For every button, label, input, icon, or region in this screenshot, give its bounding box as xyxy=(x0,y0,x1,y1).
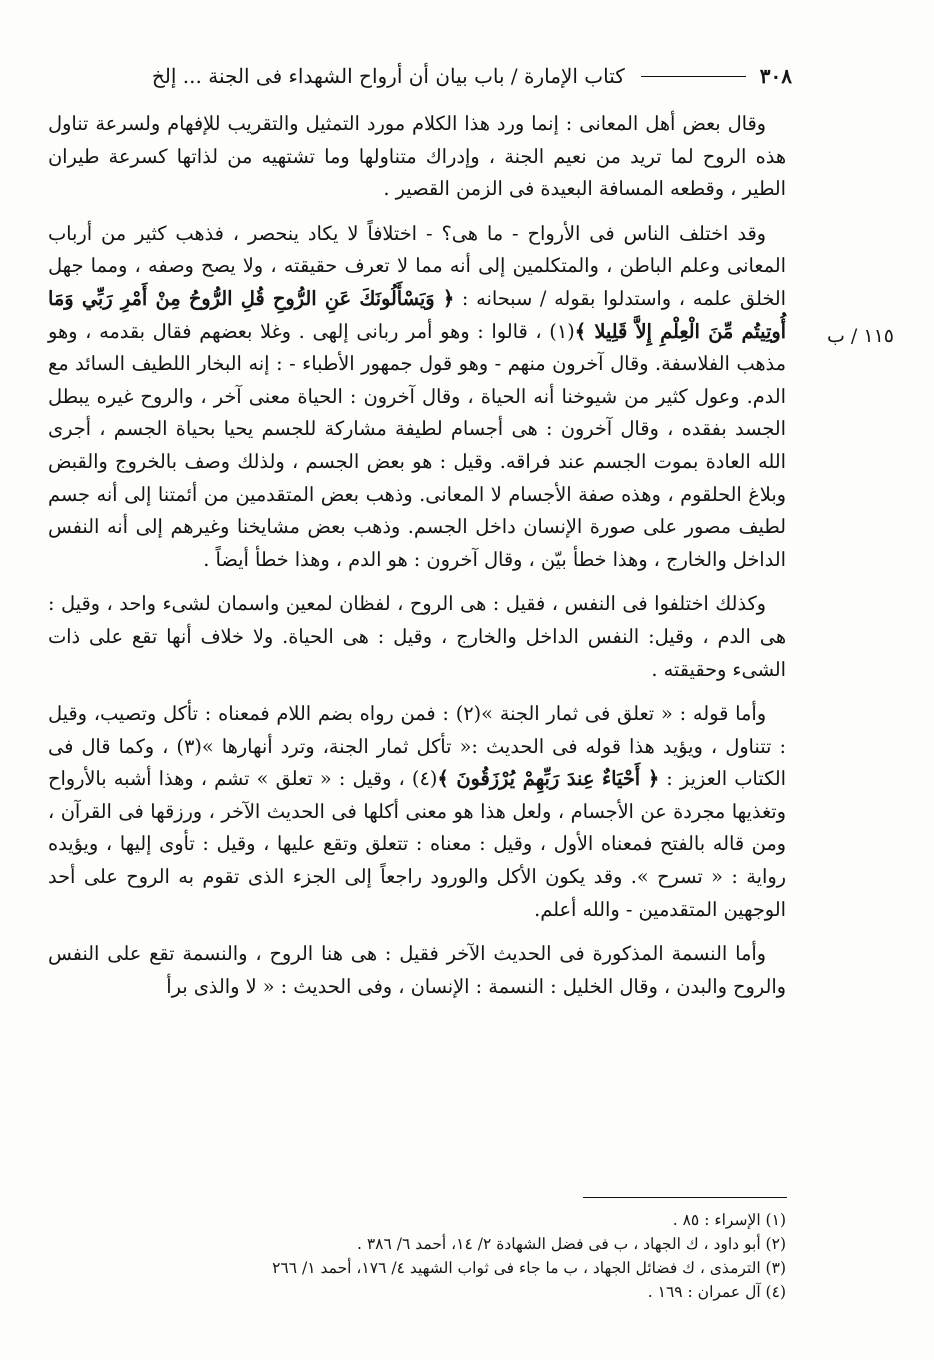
footnote-rule xyxy=(583,1197,787,1198)
paragraph-text: وقال بعض أهل المعانى : إنما ورد هذا الكلام مورد التمثيل والتقريب للإفهام ولسرعة تناول هذه الروح لما تريد من نعيم الجنة ، وإدراك متناولها وما تشتهيه من لذاتها كسرعة طيران الطير ، وقطعه المسافة البعيدة فى الزمن القصير . xyxy=(48,112,786,201)
header-title: كتاب الإمارة / باب بيان أن أرواح الشهداء فى الجنة ... إلخ xyxy=(151,64,625,88)
footnote-4: (٤) آل عمران : ١٦٩ . xyxy=(647,1283,786,1301)
margin-folio-note: ١١٥ / ب xyxy=(827,325,894,347)
header-rule xyxy=(641,76,746,77)
paragraph-4 xyxy=(48,698,786,926)
quran-verse: ﴿ وَيَسْأَلُونَكَ عَنِ الرُّوحِ قُلِ الرُّوحُ مِنْ أَمْرِ رَبِّي وَمَا أُوتِيتُم مِّنَ الْعِلْمِ إِلاَّ قَلِيلا ﴾ xyxy=(48,286,786,343)
footnote-1: (١) الإسراء : ٨٥ . xyxy=(672,1211,786,1229)
paragraph-2 xyxy=(48,218,786,577)
paragraph-text: وأما النسمة المذكورة فى الحديث الآخر فقيل : هى هنا الروح ، والنسمة تقع على النفس والروح والبدن ، وقال الخليل : النسمة : الإنسان ، وفى الحديث : « لا والذى برأ xyxy=(48,942,786,998)
body-text xyxy=(48,108,786,1015)
paragraph-text: (١) ، قالوا : وهو أمر ربانى إلهى . وغلا بعضهم فقال بقدمه ، وهو مذهب الفلاسفة. وقال آخرون منهم - وهو قول جمهور الأطباء - : إنه البخار اللطيف السائد مع الدم. وعول كثير من شيوخنا أنه الحياة ، وقال آخرون : الحياة معنى آخر ، والروح غيره يبطل الجسد بفقده ، وقال آخرون : هى أجسام لطيفة مشاركة للجسم يحيا بحياة الجسم ، أجرى الله العادة بموت الجسم عند فراقه. وقيل : هو بعض الجسم ، ولذلك وصف بالخروج والقبض وبلاغ الحلقوم ، وهذه صفة الأجسام لا المعانى. وذهب بعض المتقدمين من أئمتنا إلى أنه جسم لطيف مصور على صورة الإنسان داخل الجسم. وذهب بعض مشايخنا وغيرهم إلى أنه النفس الداخل والخارج ، وهذا خطأ بيّن ، وقال آخرون : هو الدم ، وهذا خطأ أيضاً . xyxy=(48,319,786,571)
paragraph-text: وقد اختلف الناس فى الأرواح - ما هى؟ - اختلافاً لا يكاد ينحصر ، فذهب كثير من أرباب المعانى وعلم الباطن ، والمتكلمين إلى أنه مما لا تعرف حقيقته ، ولا يصح وصفه ، ومما جهل الخلق علمه ، واستدلوا بقوله / سبحانه : xyxy=(48,221,787,310)
quran-verse: ﴿ أَحْيَاءٌ عِندَ رَبِّهِمْ يُرْزَقُونَ ﴾ xyxy=(437,767,660,791)
paragraph-text: وأما قوله : « تعلق فى ثمار الجنة »(٢) : فمن رواه بضم اللام فمعناه : تأكل وتصيب، وقيل : تتناول ، ويؤيد هذا قوله فى الحديث :« تأكل ثمار الجنة، وترد أنهارها »(٣) ، وكما قال فى الكتاب العزيز : xyxy=(48,702,786,791)
footnote-3: (٣) الترمذى ، ك فضائل الجهاد ، ب ما جاء فى ثواب الشهيد ٤/ ١٧٦، أحمد ١/ ٢٦٦ xyxy=(272,1259,786,1277)
paragraph-5 xyxy=(48,938,786,1003)
footnotes xyxy=(48,1208,786,1304)
paragraph-3 xyxy=(48,588,786,686)
paragraph-1 xyxy=(48,108,786,206)
paragraph-text: وكذلك اختلفوا فى النفس ، فقيل : هى الروح ، لفظان لمعين واسمان لشىء واحد ، وقيل : هى الدم ، وقيل: النفس الداخل والخارج ، وقيل : هى الحياة. ولا خلاف أنها تقع على ذات الشىء وحقيقته . xyxy=(48,592,786,681)
paragraph-text: (٤) ، وقيل : « تعلق » تشم ، وهذا أشبه بالأرواح وتغذيها مجردة عن الأجسام ، ولعل هذا هو معنى أكلها فى الحديث الآخر ، ورزقها فى القرآن ، ومن قاله بالفتح فمعناه الأول ، وقيل : معناه : تتعلق وتقع عليها ، وقيل : تأوى إليها ، ويؤيده رواية : « تسرح ». وقد يكون الأكل والورود راجعاً إلى الجزء الذى تقوم به الروح على أحد الوجهين المتقدمين - والله أعلم. xyxy=(48,767,786,921)
page-number: ٣٠٨ xyxy=(759,64,792,88)
running-header xyxy=(42,58,792,94)
footnote-2: (٢) أبو داود ، ك الجهاد ، ب فى فضل الشهادة ٢/ ١٤، أحمد ٦/ ٣٨٦ . xyxy=(356,1235,786,1253)
